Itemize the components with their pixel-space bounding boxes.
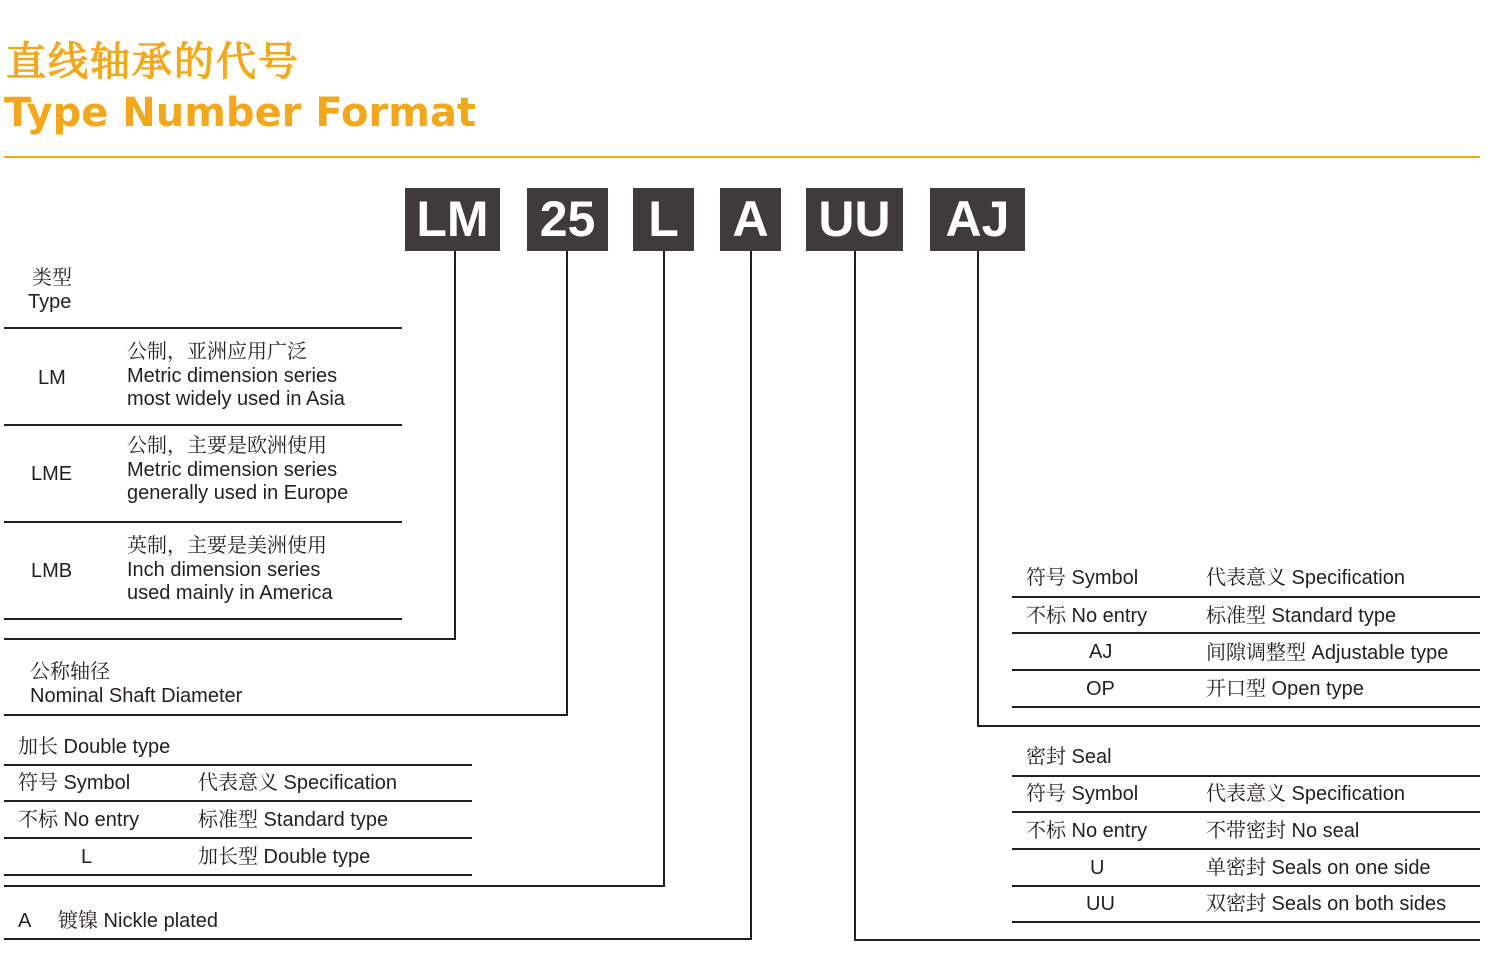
type-header-en: Type (28, 291, 72, 313)
shaft-label-en: Nominal Shaft Diameter (30, 685, 243, 707)
seal-col-spec: 代表意义 Specification (1206, 783, 1405, 805)
double-row-spec: 加长型 Double type (198, 846, 371, 868)
adjust-col-spec: 代表意义 Specification (1206, 567, 1405, 589)
seal-row-spec: 不带密封 No seal (1206, 820, 1360, 842)
type-header-cn: 类型 (32, 267, 72, 289)
adjust-row-symbol: 不标 No entry (1026, 605, 1148, 627)
double-col-symbol: 符号 Symbol (18, 772, 131, 794)
seal-row-symbol: U (1090, 857, 1105, 879)
adjust-row-spec: 标准型 Standard type (1206, 605, 1397, 627)
type-desc-lme: 公制，主要是欧洲使用 Metric dimension series generally used in Europe (127, 435, 349, 504)
adjust-row-spec: 开口型 Open type (1206, 678, 1364, 700)
double-row-spec: 标准型 Standard type (198, 809, 389, 831)
adjust-row-symbol: AJ (1089, 641, 1113, 663)
type-desc-lmb: 英制，主要是美洲使用 Inch dimension series used mainly in America (127, 535, 333, 604)
seal-row-spec: 单密封 Seals on one side (1206, 857, 1431, 879)
seal-col-symbol: 符号 Symbol (1026, 783, 1139, 805)
double-row-symbol: 不标 No entry (18, 809, 140, 831)
plating-code: A (18, 910, 32, 932)
adjust-col-symbol: 符号 Symbol (1026, 567, 1139, 589)
type-code-lm: LM (38, 367, 66, 389)
seal-row-symbol: UU (1086, 893, 1115, 915)
type-code-lmb: LMB (31, 560, 73, 582)
seal-header: 密封 Seal (1026, 746, 1112, 768)
type-desc-lm: 公制，亚洲应用广泛 Metric dimension series most widely used in Asia (127, 341, 345, 410)
type-code-lme: LME (31, 463, 73, 485)
code-box-adjust: AJ (930, 188, 1025, 251)
code-box-seal: UU (806, 188, 903, 251)
plating-text: 镀镍 Nickle plated (58, 910, 219, 932)
seal-row-symbol: 不标 No entry (1026, 820, 1148, 842)
code-box-plating: A (720, 188, 781, 251)
code-box-type: LM (405, 188, 500, 251)
adjust-row-spec: 间隙调整型 Adjustable type (1206, 642, 1449, 664)
double-header: 加长 Double type (18, 736, 171, 758)
title-chinese: 直线轴承的代号 (6, 39, 300, 85)
shaft-label-cn: 公称轴径 (30, 661, 110, 683)
adjust-row-symbol: OP (1086, 678, 1115, 700)
code-box-diameter: 25 (527, 188, 608, 251)
double-row-symbol: L (81, 846, 93, 868)
seal-row-spec: 双密封 Seals on both sides (1206, 893, 1447, 915)
title-english: Type Number Format (4, 90, 477, 136)
code-box-double: L (633, 188, 694, 251)
double-col-spec: 代表意义 Specification (198, 772, 397, 794)
